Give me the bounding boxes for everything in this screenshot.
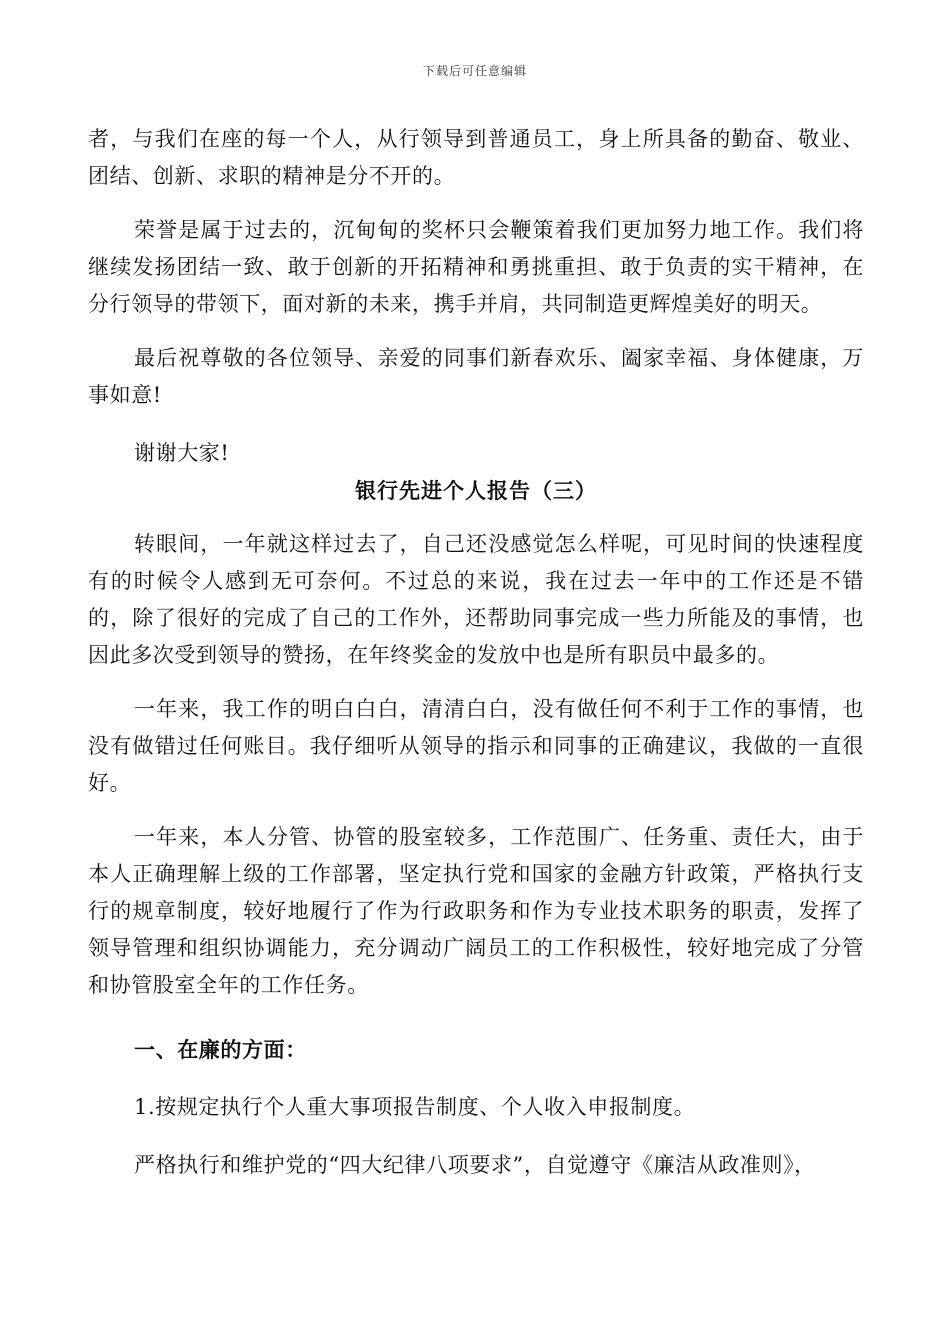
honor-paragraph: 荣誉是属于过去的，沉甸甸的奖杯只会鞭策着我们更加努力地工作。我们将继续发扬团结一致、敢于创新的开拓精神和勇挑重担、敢于负责的实干精神，在分行领导的带领下，面对新的未来，携手并肩，共同制造更辉煌美好的明天。 <box>88 218 864 316</box>
document-body <box>88 121 864 1184</box>
intro-paragraph: 者，与我们在座的每一个人，从行领导到普通员工，身上所具备的勤奋、敬业、团结、创新、求职的精神是分不开的。 <box>88 127 864 188</box>
list-item-1-detail: 严格执行和维护党的“四大纪律八项要求”，自觉遵守《廉洁从政准则》， <box>134 1153 816 1177</box>
wishes-paragraph: 最后祝尊敬的各位领导、亲爱的同事们新春欢乐、阖家幸福、身体健康，万事如意! <box>88 346 864 407</box>
list-item-1: 1.按规定执行个人重大事项报告制度、个人收入申报制度。 <box>134 1095 696 1119</box>
section-heading-integrity: 一、在廉的方面： <box>134 1037 307 1062</box>
body-paragraph-3: 一年来，本人分管、协管的股室较多，工作范围广、任务重、责任大，由于本人正确理解上级的工作部署，坚定执行党和国家的金融方针政策，严格执行支行的规章制度，较好地履行了作为行政职务和作为专业技术职务的职责，发挥了领导管理和组织协调能力，充分调动广阔员工的工作积极性，较好地完成了分管和协管股室全年的工作任务。 <box>88 825 864 997</box>
body-paragraph-2: 一年来，我工作的明白白白，清清白白，没有做任何不利于工作的事情，也没有做错过任何账目。我仔细听从领导的指示和同事的正确建议，我做的一直很好。 <box>88 697 864 795</box>
section-title: 银行先进个人报告（三） <box>355 478 597 503</box>
body-paragraph-1: 转眼间，一年就这样过去了，自己还没感觉怎么样呢，可见时间的快速程度有的时候令人感到无可奈何。不过总的来说，我在过去一年中的工作还是不错的，除了很好的完成了自己的工作外，还帮助同事完成一些力所能及的事情，也因此多次受到领导的赞扬，在年终奖金的发放中也是所有职员中最多的。 <box>88 532 864 667</box>
page-header-note: 下载后可任意编辑 <box>422 64 527 78</box>
thanks-line: 谢谢大家! <box>134 441 230 465</box>
